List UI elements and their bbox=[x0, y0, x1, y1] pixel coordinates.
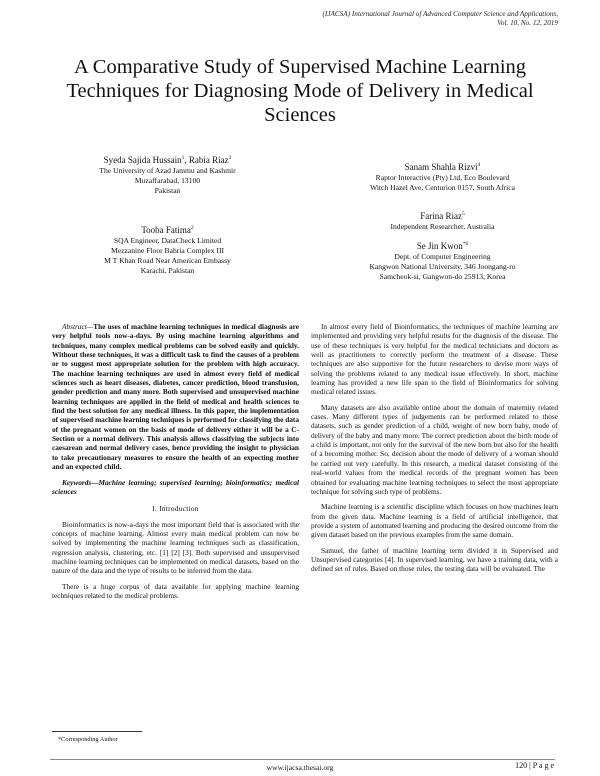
author-name: Syeda Sajida Hussain$^1$, Rabia Riaz$^3$ bbox=[103, 155, 232, 165]
footer-divider bbox=[50, 759, 555, 760]
affiliation-line: Dept. of Computer Engineering bbox=[394, 252, 491, 261]
author-block-6 bbox=[325, 238, 560, 282]
author-name: Farina Riaz$^5$ bbox=[420, 211, 465, 221]
left-column bbox=[52, 322, 299, 606]
author-block-2 bbox=[60, 222, 275, 276]
author-name: Se Jin Kwon$^{*6}$ bbox=[416, 241, 469, 251]
body-paragraph: Bioinformatics is now-a-days the most important field that is associated with the concepts of machine learning. Almost every main medical problem can now be solved by implementing the machine learning techniques such as classification, regression analysis, clustering, etc. [1] [2] [3]. Both supervised and unsupervised machine learning techniques can be implemented on medical datasets, based on the nature of the data and the type of results to be inferred from the data. bbox=[52, 519, 299, 576]
affiliation-line: Independent Researcher, Australia bbox=[390, 222, 495, 231]
body-paragraph: Machine learning is a scientific discipline which focuses on how machines learn from the given data. Machine learning is a field of artificial intelligence, that provide a system of automated learning and producing the desired outcome from the given dataset based on the previous examples from the same domain. bbox=[311, 502, 558, 540]
journal-name: (IJACSA) International Journal of Advanced Computer Science and Applications, bbox=[322, 10, 558, 18]
affiliation-line: M T Khan Road Near American Embassy bbox=[104, 256, 231, 265]
abstract bbox=[52, 322, 299, 472]
author-block-1 bbox=[60, 152, 275, 196]
affiliation-line: Muzaffarabad, 13100 bbox=[134, 176, 201, 185]
page-number: 120 | P a g e bbox=[515, 761, 554, 770]
journal-header bbox=[258, 10, 558, 28]
author-block-4 bbox=[325, 159, 560, 193]
affiliation-line: SQA Engineer, DataCheck Limited bbox=[113, 236, 222, 245]
abstract-text: The uses of machine learning techniques in medical diagnosis are very helpful tools now-a-days. By using machine learning algorithms and techniques, many complex medical problems can be solved easily and quickly. Without these techniques, it was a difficult task to find the causes of a problem or to suggest most appropriate solution for the problem with high accuracy. The machine learning techniques are used in almost every field of medical sciences such as heart diseases, diabetes, cancer prediction, blood transfusion, gender prediction and many more. Both supervised and unsupervised machine learning techniques are applied in the field of medical and health sciences to find the best solution for any medical illness. In this paper, the implementation of supervised machine learning techniques is performed for classifying the data of the pregnant women on the basis of mode of delivery either it will be a C-Section or a normal delivery. This analysis allows classifying the subjects into caesarean and normal delivery cases, hence providing the insight to physician to take precautionary measures to ensure the health of an expecting mother and an expected child. bbox=[52, 322, 299, 472]
body-paragraph: There is a huge corpus of data available for applying machine learning techniques related to the medical problems. bbox=[52, 581, 299, 600]
paper-title: A Comparative Study of Supervised Machine Learning Techniques for Diagnosing Mode of Delivery in Medical Sciences bbox=[66, 56, 534, 126]
affiliation-line: Witch Hazel Ave, Centurion 0157, South Africa bbox=[369, 183, 516, 192]
affiliation-line: The University of Azad Jammu and Kashmir bbox=[99, 166, 236, 175]
affiliation-line: Kangwon National University, 346 Joongang-ro bbox=[369, 262, 516, 271]
journal-volume: Vol. 10, No. 12, 2019 bbox=[497, 19, 558, 27]
body-paragraph: Many datasets are also available online about the domain of maternity related cases. Many different types of judgements can be performed related to those datasets, such as gender prediction of a child, weight of new born baby, mode of delivery of the baby and many more. The correct prediction about the birth mode of a child is important, not only for the survival of the new born but also for the health of a becoming mother. So, decision about the mode of delivery of a woman should be carried out very carefully. In this research, a medical dataset consisting of the real-world values from the medical records of the pregnant women has been obtained for evaluating machine learning techniques to select the most appropriate technique for solving such type of problems. bbox=[311, 402, 558, 496]
affiliation-line: Samcheok-si, Gangwon-do 25913, Korea bbox=[379, 272, 506, 281]
body-paragraph: In almost every field of Bioinformatics, the techniques of machine learning are implemented and providing very helpful results for the diagnosis of the disease. The use of these techniques is very helpful for the medical technicians and doctors as well as practitioners to correctly perform the treatment of a disease. These techniques are also supportive for the future researchers to devise more ways of solving the problems related to any medical issue effectively. In short, machine learning has provided a new life span to the field of Bioinformatics for solving medical related issues. bbox=[311, 322, 558, 397]
journal-website: www.ijacsa.thesai.org bbox=[266, 763, 334, 772]
keywords: Keywords—Machine learning; supervised learning; bioinformatics; medical sciences bbox=[52, 477, 299, 496]
author-name: Tooba Fatima$^2$ bbox=[141, 225, 194, 235]
author-block-5 bbox=[325, 208, 560, 232]
right-column bbox=[311, 322, 558, 580]
footnote: *Corresponding Author bbox=[58, 736, 118, 743]
body-paragraph: Samuel, the father of machine learning term divided it in Supervised and Unsupervised categories [4]. In supervised learning, we have a training data, with a defined set of rules. Based on those rules, the testing data will be evaluated. The bbox=[311, 545, 558, 574]
affiliation-line: Mezzanine Floor Bahria Complex III bbox=[110, 246, 225, 255]
section-heading-introduction: I. Introduction bbox=[152, 504, 199, 514]
affiliation-line: Pakistan bbox=[154, 186, 181, 195]
affiliation-line: Raptor Interactive (Pty) Ltd, Eco Boulevard bbox=[375, 173, 510, 182]
footnote-divider bbox=[52, 731, 142, 732]
author-name: Sanam Shahla Rizvi$^4$ bbox=[404, 162, 481, 172]
abstract-label: Abstract— bbox=[62, 322, 94, 331]
affiliation-line: Karachi, Pakistan bbox=[140, 266, 195, 275]
